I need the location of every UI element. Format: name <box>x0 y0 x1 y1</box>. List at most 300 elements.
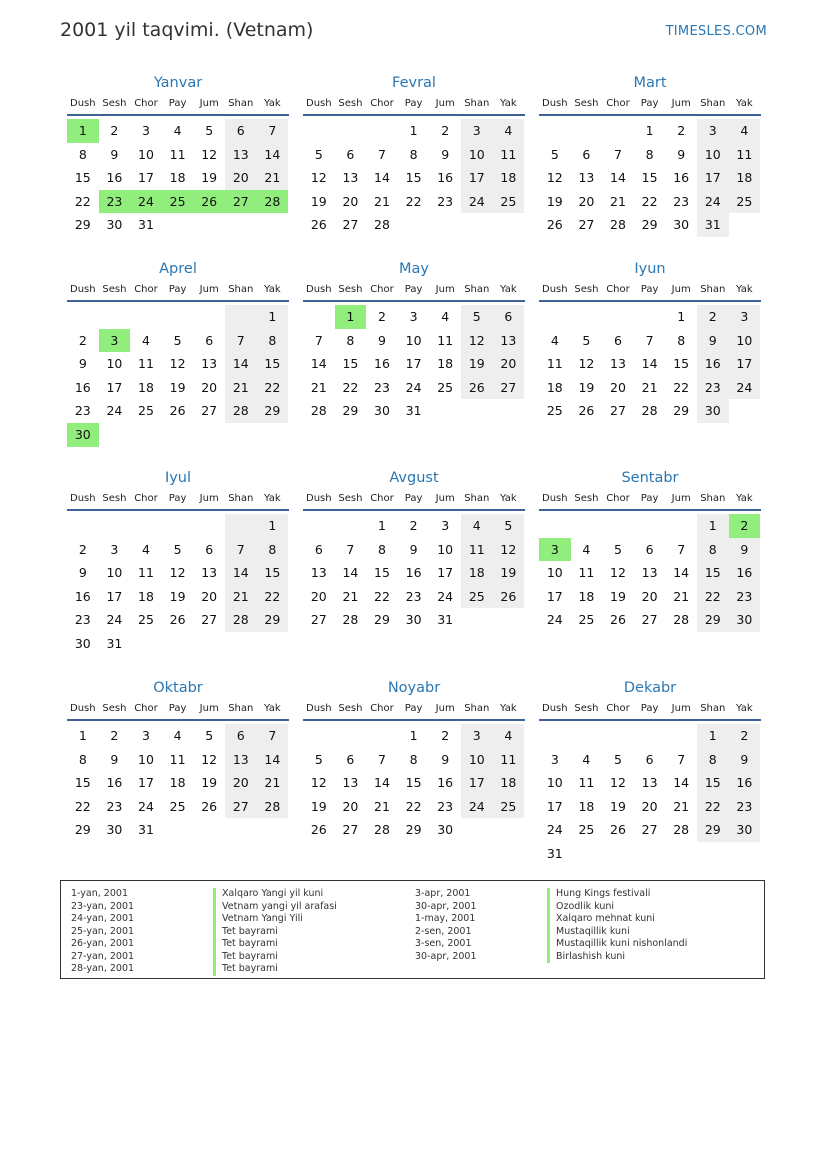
day-cell: 17 <box>138 775 154 791</box>
month-iyul <box>67 467 289 656</box>
day-cell: 7 <box>225 329 257 353</box>
day-cell: 4 <box>173 728 182 743</box>
day-cell: 11 <box>578 565 595 581</box>
week-row <box>67 771 289 795</box>
month-iyun <box>539 258 761 423</box>
day-cell: 20 <box>641 798 658 814</box>
month-fevral <box>303 72 525 237</box>
day-cell: 3 <box>409 309 418 324</box>
day-cell: 18 <box>138 379 154 395</box>
legend-holiday-name: Tet bayrami <box>213 926 337 939</box>
day-cell: 3 <box>142 123 150 138</box>
day-cell: 12 <box>310 775 327 791</box>
day-cell: 29 <box>697 818 729 842</box>
empty-day-cell <box>493 818 525 842</box>
day-cell: 7 <box>257 119 289 143</box>
weekday-label: Jum <box>199 284 219 295</box>
day-cell: 14 <box>225 561 257 585</box>
day-cell: 22 <box>641 193 658 209</box>
day-cell: 16 <box>673 170 690 186</box>
empty-day-cell <box>634 842 666 866</box>
day-cell: 19 <box>310 193 327 209</box>
day-cell: 20 <box>342 798 359 814</box>
day-cell: 10 <box>106 565 123 581</box>
day-cell: 10 <box>461 143 493 167</box>
day-cell: 2 <box>110 728 119 743</box>
month-name: Oktabr <box>153 680 203 696</box>
day-cell: 2 <box>409 518 418 533</box>
day-cell: 1 <box>78 728 87 743</box>
day-cell: 19 <box>169 588 186 604</box>
day-cell: 2 <box>441 728 450 743</box>
day-cell: 20 <box>342 193 359 209</box>
day-cell: 13 <box>342 170 359 186</box>
weekday-label: Chor <box>134 98 158 109</box>
day-cell: 11 <box>169 146 186 162</box>
day-cell: 12 <box>493 538 525 562</box>
day-cell: 6 <box>582 146 591 162</box>
day-cell: 23 <box>437 798 454 814</box>
day-cell: 7 <box>378 751 386 767</box>
empty-day-cell <box>461 608 493 632</box>
week-row <box>67 166 289 190</box>
day-cell: 10 <box>405 332 422 348</box>
day-cell: 26 <box>169 612 186 628</box>
weekday-label: Chor <box>606 703 630 714</box>
day-cell: 31 <box>405 403 422 419</box>
day-cell: 15 <box>405 170 422 186</box>
day-cell: 19 <box>546 193 563 209</box>
day-cell: 20 <box>225 771 257 795</box>
day-cell: 28 <box>641 403 658 419</box>
day-cell: 7 <box>645 332 654 348</box>
day-cell: 16 <box>729 771 761 795</box>
month-name: Iyul <box>164 470 192 486</box>
weekday-label: Sesh <box>338 493 363 504</box>
month-name: Noyabr <box>387 680 441 696</box>
day-cell: 19 <box>201 170 218 186</box>
day-cell: 4 <box>493 724 525 748</box>
month-aprel <box>67 258 289 447</box>
week-row <box>67 748 289 772</box>
week-row <box>539 399 761 423</box>
empty-day-cell <box>130 514 162 538</box>
week-row <box>303 166 525 190</box>
day-cell: 10 <box>546 565 563 581</box>
day-cell: 27 <box>641 822 658 838</box>
day-cell: 5 <box>550 146 559 162</box>
day-cell: 31 <box>697 213 729 237</box>
day-cell: 28 <box>225 399 257 423</box>
day-cell: 3 <box>142 728 150 743</box>
day-cell: 20 <box>225 166 257 190</box>
weekday-header <box>539 94 761 116</box>
day-cell: 21 <box>610 193 626 209</box>
day-cell: 25 <box>493 190 525 214</box>
day-cell: 23 <box>405 588 422 604</box>
day-cell: 30 <box>437 822 454 838</box>
month-name: Dekabr <box>623 680 677 696</box>
weekday-label: Yak <box>264 284 281 295</box>
day-cell: 2 <box>441 123 450 138</box>
week-row <box>303 795 525 819</box>
day-cell: 13 <box>225 748 257 772</box>
weekday-label: Dush <box>306 98 332 109</box>
day-cell: 16 <box>106 775 123 791</box>
week-row <box>303 771 525 795</box>
week-row <box>303 329 525 353</box>
legend-holiday-name: Tet bayrami <box>213 951 337 964</box>
week-row <box>303 514 525 538</box>
empty-day-cell <box>193 818 225 842</box>
day-cell: 4 <box>493 119 525 143</box>
day-cell: 13 <box>641 775 658 791</box>
day-cell: 27 <box>610 403 626 419</box>
day-cell: 27 <box>225 190 257 214</box>
day-cell: 10 <box>138 751 154 767</box>
week-row <box>303 190 525 214</box>
weekday-label: Shan <box>228 493 254 504</box>
weekday-header <box>539 489 761 511</box>
weekday-header <box>303 699 525 721</box>
day-cell: 21 <box>342 588 359 604</box>
empty-day-cell <box>193 213 225 237</box>
day-cell: 1 <box>257 305 289 329</box>
day-cell: 30 <box>374 403 390 419</box>
week-row <box>67 818 289 842</box>
weekday-label: Pay <box>640 493 659 504</box>
day-cell: 25 <box>138 403 154 419</box>
weekday-label: Chor <box>606 284 630 295</box>
day-cell: 12 <box>610 775 626 791</box>
day-cell: 30 <box>106 217 123 233</box>
day-cell: 7 <box>314 332 323 348</box>
weekday-label: Shan <box>228 703 254 714</box>
day-cell: 28 <box>310 403 327 419</box>
day-cell: 2 <box>729 724 761 748</box>
weekday-label: Yak <box>500 284 517 295</box>
day-cell: 23 <box>673 193 690 209</box>
week-row <box>539 166 761 190</box>
weekday-label: Chor <box>134 703 158 714</box>
day-cell: 26 <box>193 190 225 214</box>
day-cell: 26 <box>310 822 327 838</box>
empty-day-cell <box>67 305 99 329</box>
day-cell: 1 <box>645 123 654 138</box>
legend-date: 28-yan, 2001 <box>71 963 135 974</box>
day-cell: 28 <box>673 822 690 838</box>
holiday-legend <box>60 880 765 979</box>
empty-day-cell <box>225 818 257 842</box>
week-row <box>67 538 289 562</box>
week-row <box>67 352 289 376</box>
empty-day-cell <box>335 724 367 748</box>
day-cell: 24 <box>130 190 162 214</box>
month-noyabr <box>303 677 525 842</box>
day-cell: 14 <box>342 565 359 581</box>
day-cell: 25 <box>169 798 186 814</box>
day-cell: 4 <box>173 123 182 138</box>
day-cell: 24 <box>729 376 761 400</box>
day-cell: 5 <box>614 751 622 767</box>
day-cell: 2 <box>378 309 386 324</box>
day-cell: 3 <box>461 724 493 748</box>
day-cell: 20 <box>641 588 658 604</box>
day-cell: 30 <box>673 217 690 233</box>
day-cell: 22 <box>342 379 359 395</box>
day-cell: 5 <box>205 123 214 138</box>
day-cell: 5 <box>205 728 214 743</box>
day-cell: 22 <box>74 798 91 814</box>
week-row <box>67 399 289 423</box>
day-cell: 11 <box>461 538 493 562</box>
day-cell: 22 <box>257 376 289 400</box>
empty-day-cell <box>461 818 493 842</box>
day-cell: 12 <box>461 329 493 353</box>
legend-dates-column <box>415 888 477 963</box>
legend-holiday-name: Xalqaro mehnat kuni <box>547 913 687 926</box>
empty-day-cell <box>634 514 666 538</box>
day-cell: 22 <box>74 193 91 209</box>
day-cell: 4 <box>142 541 150 557</box>
empty-day-cell <box>303 305 335 329</box>
day-cell: 27 <box>493 376 525 400</box>
empty-day-cell <box>539 305 571 329</box>
weekday-header <box>67 94 289 116</box>
site-logo-link[interactable]: TIMESLES.COM <box>665 24 767 39</box>
day-cell: 23 <box>729 795 761 819</box>
empty-day-cell <box>602 842 634 866</box>
day-cell: 13 <box>201 356 218 372</box>
day-cell: 21 <box>374 798 390 814</box>
month-oktabr <box>67 677 289 842</box>
day-cell: 3 <box>441 518 450 533</box>
day-cell: 9 <box>78 356 87 372</box>
weekday-label: Pay <box>404 493 423 504</box>
day-cell: 17 <box>729 352 761 376</box>
empty-day-cell <box>162 423 194 447</box>
day-cell: 19 <box>578 379 595 395</box>
day-cell: 1 <box>378 518 386 533</box>
day-cell: 27 <box>310 612 327 628</box>
weekday-label: Dush <box>306 284 332 295</box>
empty-day-cell <box>493 213 525 237</box>
day-cell: 18 <box>169 775 186 791</box>
week-row <box>539 748 761 772</box>
day-cell: 7 <box>677 541 686 557</box>
day-cell: 19 <box>201 775 218 791</box>
empty-day-cell <box>225 423 257 447</box>
day-cell: 27 <box>201 403 218 419</box>
weekday-label: Sesh <box>574 98 599 109</box>
empty-day-cell <box>162 514 194 538</box>
weekday-label: Chor <box>370 284 394 295</box>
weekday-label: Sesh <box>102 284 127 295</box>
day-cell: 30 <box>405 612 422 628</box>
empty-day-cell <box>99 514 131 538</box>
day-cell: 11 <box>138 565 154 581</box>
week-row <box>67 514 289 538</box>
month-mart <box>539 72 761 237</box>
weekday-label: Dush <box>306 493 332 504</box>
day-cell: 30 <box>67 423 99 447</box>
empty-day-cell <box>697 842 729 866</box>
legend-date: 27-yan, 2001 <box>71 950 135 962</box>
day-cell: 13 <box>493 329 525 353</box>
week-row <box>67 143 289 167</box>
weekday-label: Jum <box>435 98 455 109</box>
empty-day-cell <box>461 399 493 423</box>
day-cell: 6 <box>645 751 654 767</box>
day-cell: 11 <box>729 143 761 167</box>
week-row <box>67 561 289 585</box>
weekday-label: Yak <box>736 703 753 714</box>
day-cell: 26 <box>461 376 493 400</box>
weekday-label: Sesh <box>102 493 127 504</box>
week-row <box>67 632 289 656</box>
day-cell: 18 <box>493 166 525 190</box>
day-cell: 14 <box>310 356 327 372</box>
week-row <box>539 561 761 585</box>
day-cell: 23 <box>374 379 390 395</box>
day-cell: 10 <box>437 541 454 557</box>
day-cell: 9 <box>378 332 386 348</box>
day-cell: 28 <box>257 190 289 214</box>
day-cell: 5 <box>582 332 591 348</box>
day-cell: 29 <box>673 403 690 419</box>
day-cell: 30 <box>729 608 761 632</box>
day-cell: 18 <box>437 356 454 372</box>
legend-dates-column <box>71 888 134 976</box>
day-cell: 5 <box>173 541 182 557</box>
weekday-label: Jum <box>199 703 219 714</box>
weekday-header <box>67 489 289 511</box>
day-cell: 31 <box>138 822 154 838</box>
day-cell: 28 <box>342 612 359 628</box>
day-cell: 15 <box>257 352 289 376</box>
day-cell: 4 <box>550 332 559 348</box>
day-cell: 17 <box>697 166 729 190</box>
day-cell: 24 <box>405 379 422 395</box>
day-cell: 25 <box>437 379 454 395</box>
day-cell: 6 <box>225 724 257 748</box>
week-row <box>539 608 761 632</box>
legend-holiday-name: Vetnam yangi yil arafasi <box>213 901 337 914</box>
day-cell: 1 <box>67 119 99 143</box>
day-cell: 7 <box>257 724 289 748</box>
day-cell: 14 <box>673 775 690 791</box>
day-cell: 16 <box>437 170 454 186</box>
empty-day-cell <box>602 119 634 143</box>
day-cell: 21 <box>374 193 390 209</box>
day-cell: 9 <box>110 751 119 767</box>
day-cell: 3 <box>550 751 559 767</box>
weekday-label: Yak <box>736 493 753 504</box>
day-cell: 6 <box>346 751 355 767</box>
week-row <box>539 818 761 842</box>
day-cell: 5 <box>614 541 622 557</box>
day-cell: 9 <box>409 541 418 557</box>
empty-day-cell <box>225 305 257 329</box>
day-cell: 6 <box>205 332 214 348</box>
day-cell: 1 <box>257 514 289 538</box>
day-cell: 21 <box>225 376 257 400</box>
day-cell: 14 <box>610 170 626 186</box>
day-cell: 10 <box>461 748 493 772</box>
day-cell: 31 <box>138 217 154 233</box>
month-name: Sentabr <box>621 470 679 486</box>
day-cell: 22 <box>257 585 289 609</box>
day-cell: 9 <box>110 146 119 162</box>
empty-day-cell <box>225 514 257 538</box>
empty-day-cell <box>539 724 571 748</box>
empty-day-cell <box>461 213 493 237</box>
weekday-label: Pay <box>640 98 659 109</box>
day-cell: 9 <box>78 565 87 581</box>
legend-date: 1-may, 2001 <box>415 913 476 924</box>
month-name: Mart <box>633 75 667 91</box>
day-cell: 6 <box>225 119 257 143</box>
day-cell: 12 <box>201 146 218 162</box>
week-row <box>303 305 525 329</box>
day-cell: 22 <box>374 588 390 604</box>
day-cell: 14 <box>257 748 289 772</box>
day-cell: 10 <box>138 146 154 162</box>
week-row <box>303 213 525 237</box>
week-row <box>539 352 761 376</box>
day-cell: 26 <box>546 217 563 233</box>
week-row <box>539 771 761 795</box>
legend-date: 1-yan, 2001 <box>71 888 128 899</box>
empty-day-cell <box>571 514 603 538</box>
empty-day-cell <box>665 842 697 866</box>
legend-holiday-name: Tet bayrami <box>213 963 337 976</box>
day-cell: 26 <box>610 612 626 628</box>
empty-day-cell <box>602 724 634 748</box>
weekday-label: Dush <box>70 284 96 295</box>
day-cell: 7 <box>677 751 686 767</box>
day-cell: 5 <box>314 146 323 162</box>
empty-day-cell <box>99 305 131 329</box>
week-row <box>539 514 761 538</box>
weekday-label: Dush <box>542 98 568 109</box>
legend-holiday-name: Mustaqillik kuni nishonlandi <box>547 938 687 951</box>
empty-day-cell <box>665 514 697 538</box>
day-cell: 8 <box>257 329 289 353</box>
day-cell: 13 <box>641 565 658 581</box>
day-cell: 18 <box>546 379 563 395</box>
day-cell: 28 <box>257 795 289 819</box>
day-cell: 14 <box>374 170 390 186</box>
weekday-label: Shan <box>228 98 254 109</box>
day-cell: 13 <box>310 565 327 581</box>
empty-day-cell <box>193 305 225 329</box>
day-cell: 12 <box>169 356 186 372</box>
day-cell: 21 <box>310 379 327 395</box>
day-cell: 20 <box>310 588 327 604</box>
day-cell: 4 <box>582 751 591 767</box>
day-cell: 9 <box>441 146 450 162</box>
legend-holiday-name: Tet bayrami <box>213 938 337 951</box>
day-cell: 21 <box>673 798 690 814</box>
empty-day-cell <box>162 818 194 842</box>
day-cell: 25 <box>138 612 154 628</box>
day-cell: 30 <box>697 399 729 423</box>
day-cell: 27 <box>225 795 257 819</box>
weekday-label: Pay <box>640 284 659 295</box>
day-cell: 25 <box>578 822 595 838</box>
day-cell: 22 <box>405 798 422 814</box>
